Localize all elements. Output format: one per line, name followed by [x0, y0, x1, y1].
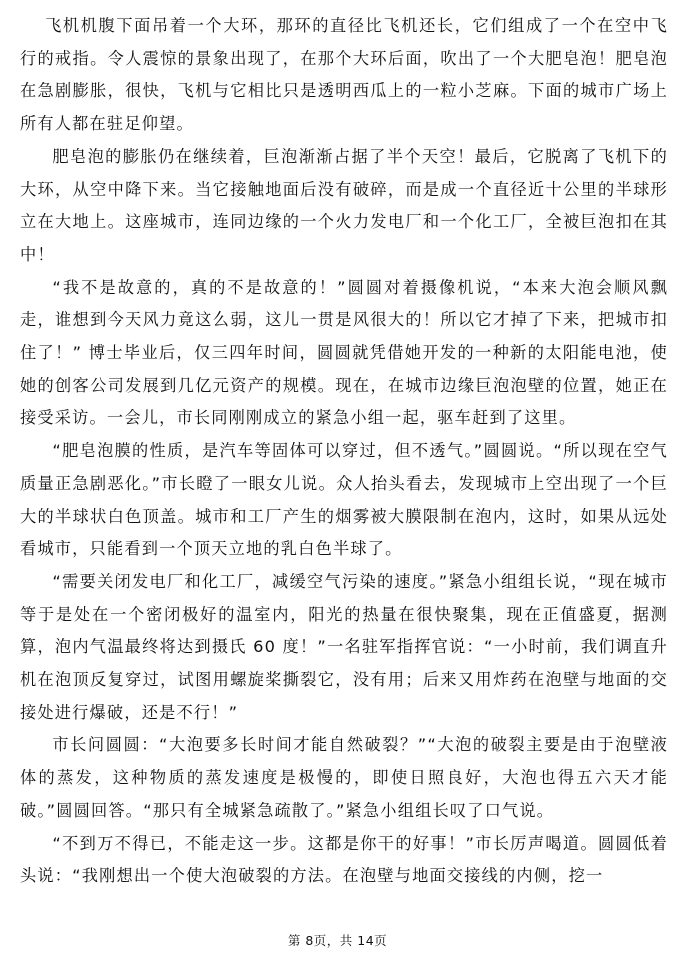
paragraph-7: “不到万不得已，不能走这一步。这都是你干的好事！”市长厉声喝道。圆圆低着头说：“我刚想出一个使大泡破裂的方法。在泡壁与地面交接线的内侧，挖一	[20, 833, 668, 886]
paragraph-4: “肥皂泡膜的性质，是汽车等固体可以穿过，但不透气。”圆圆说。“所以现在空气质量正急剧恶化。”市长瞪了一眼女儿说。众人抬头看去，发现城市上空出现了一个巨大的半球状白色顶盖。城市和工厂产生的烟雾被大膜限制在泡内，这时，如果从远处看城市，只能看到一个顶天立地的乳白色半球了。	[20, 441, 668, 559]
paragraph-5: “需要关闭发电厂和化工厂，减缓空气污染的速度。”紧急小组组长说，“现在城市等于是处在一个密闭极好的温室内，阳光的热量在很快聚集，现在正值盛夏，据测算，泡内气温最终将达到摄氏 60 度！”一名驻军指挥官说：“一小时前，我们调直升机在泡顶反复穿过，试图用螺旋桨撕裂它，没有用；后来又用炸药在泡壁与地面的交接处进行爆破，还是不行！”	[20, 571, 668, 722]
story-text	[20, 10, 668, 893]
paragraph-6: 市长问圆圆：“大泡要多长时间才能自然破裂？”“大泡的破裂主要是由于泡壁液体的蒸发，这种物质的蒸发速度是极慢的，即使日照良好，大泡也得五六天才能破。”圆圆回答。“那只有全城紧急疏散了。”紧急小组组长叹了口气说。	[20, 735, 668, 820]
page-number-footer: 第 8页，共 14页	[287, 933, 388, 948]
paragraph-2: 肥皂泡的膨胀仍在继续着，巨泡渐渐占据了半个天空！最后，它脱离了飞机下的大环，从空中降下来。当它接触地面后没有破碎，而是成一个直径近十公里的半球形立在大地上。这座城市，连同边缘的一个火力发电厂和一个化工厂，全被巨泡扣在其中！	[20, 146, 668, 264]
paragraph-1: 飞机机腹下面吊着一个大环，那环的直径比飞机还长，它们组成了一个在空中飞行的戒指。令人震惊的景象出现了，在那个大环后面，吹出了一个大肥皂泡！肥皂泡在急剧膨胀，很快，飞机与它相比只是透明西瓜上的一粒小芝麻。下面的城市广场上所有人都在驻足仰望。	[20, 16, 668, 134]
paragraph-3: “我不是故意的，真的不是故意的！”圆圆对着摄像机说，“本来大泡会顺风飘走，谁想到今天风力竟这么弱，这儿一贯是风很大的！所以它才掉了下来，把城市扣住了！” 博士毕业后，仅三四年时间，圆圆就凭借她开发的一种新的太阳能电池，使她的创客公司发展到几亿元资产的规模。现在，在城市边缘巨泡泡壁的位置，她正在接受采访。一会儿，市长同刚刚成立的紧急小组一起，驱车赶到了这里。	[20, 277, 668, 428]
